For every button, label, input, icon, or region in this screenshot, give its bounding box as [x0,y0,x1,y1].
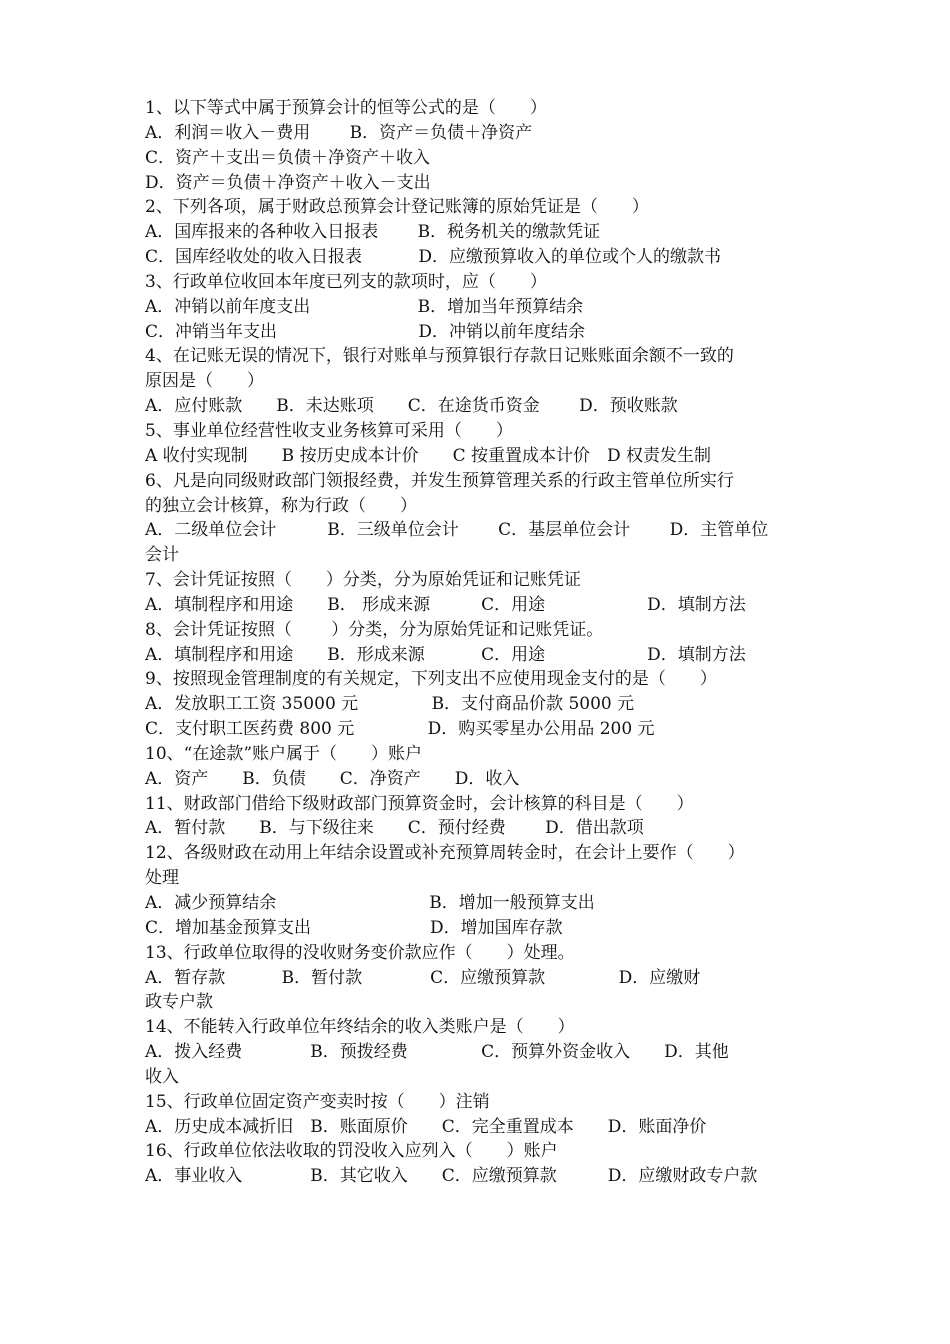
text-line: A．暂存款 B．暂付款 C．应缴预算款 D．应缴财 [145,967,701,988]
text-line: 4、在记账无误的情况下，银行对账单与预算银行存款日记账账面余额不一致的 [145,346,734,367]
text-line: A．国库报来的各种收入日报表 B．税务机关的缴款凭证 [145,222,601,243]
text-line: 12、各级财政在动用上年结余设置或补充预算周转金时，在会计上要作（ ） [145,843,745,864]
text-line: A．历史成本减折旧 B．账面原价 C．完全重置成本 D．账面净价 [145,1116,707,1137]
text-line: 10、“在途款”账户属于（ ）账户 [145,743,423,764]
text-line: 原因是（ ） [145,371,264,392]
text-line: A．冲销以前年度支出 B．增加当年预算结余 [145,296,584,317]
text-line: 收入 [145,1066,179,1087]
text-line: C．支付职工医药费 800 元 D．购买零星办公用品 200 元 [145,719,655,740]
text-line: A 收付实现制 B 按历史成本计价 C 按重置成本计价 D 权责发生制 [145,445,712,466]
text-line: 处理 [145,868,179,889]
text-line: 6、凡是向同级财政部门领报经费，并发生预算管理关系的行政主管单位所实行 [145,470,734,491]
text-line: D．资产＝负债＋净资产＋收入－支出 [145,172,431,193]
text-line: 8、会计凭证按照（ ）分类，分为原始凭证和记账凭证。 [145,619,604,640]
text-line: A．填制程序和用途 B．形成来源 C．用途 D．填制方法 [145,644,746,665]
text-line: A．二级单位会计 B．三级单位会计 C．基层单位会计 D．主管单位 [145,520,769,541]
text-line: 7、会计凭证按照（ ）分类，分为原始凭证和记账凭证 [145,570,581,591]
question-list [145,96,810,1189]
text-line: 1、以下等式中属于预算会计的恒等公式的是（ ） [145,98,547,118]
text-line: 5、事业单位经营性收支业务核算可采用（ ） [145,420,513,441]
text-line: A．利润＝收入－费用 B．资产＝负债＋净资产 [145,122,533,143]
text-line: 9、按照现金管理制度的有关规定，下列支出不应使用现金支付的是（ ） [145,669,717,690]
text-line: C．资产＋支出＝负债＋净资产＋收入 [145,147,431,168]
text-line: C．国库经收处的收入日报表 D．应缴预算收入的单位或个人的缴款书 [145,247,722,268]
text-line: A．资产 B．负债 C．净资产 D．收入 [145,768,520,789]
text-line: 会计 [145,545,179,566]
text-line: 政专户款 [145,992,213,1013]
text-line: 的独立会计核算，称为行政（ ） [145,495,417,516]
text-line: A．减少预算结余 B．增加一般预算支出 [145,893,595,913]
text-line: 13、行政单位取得的没收财务变价款应作（ ）处理。 [145,942,575,963]
text-line: A．拨入经费 B．预拨经费 C．预算外资金收入 D．其他 [145,1042,729,1063]
text-line: 3、行政单位收回本年度已列支的款项时，应（ ） [145,271,547,292]
text-line: A．事业收入 B．其它收入 C．应缴预算款 D．应缴财政专户款 [145,1166,758,1187]
text-line: 11、财政部门借给下级财政部门预算资金时，会计核算的科目是（ ） [145,793,694,814]
text-line: 2、下列各项，属于财政总预算会计登记账簿的原始凭证是（ ） [145,197,649,218]
text-line: A．应付账款 B．未达账项 C．在途货币资金 D．预收账款 [145,396,678,417]
text-line: A．填制程序和用途 B． 形成来源 C．用途 D．填制方法 [145,594,746,615]
text-line: 14、不能转入行政单位年终结余的收入类账户是（ ） [145,1017,575,1038]
text-line: A．暂付款 B．与下级往来 C．预付经费 D．借出款项 [145,818,644,839]
text-line: C．增加基金预算支出 D．增加国库存款 [145,917,563,938]
text-line: 16、行政单位依法收取的罚没收入应列入（ ）账户 [145,1141,558,1162]
text-line: A．发放职工工资 35000 元 B．支付商品价款 5000 元 [145,694,635,715]
text-line: C．冲销当年支出 D．冲销以前年度结余 [145,321,586,342]
text-line: 15、行政单位固定资产变卖时按（ ）注销 [145,1091,490,1112]
